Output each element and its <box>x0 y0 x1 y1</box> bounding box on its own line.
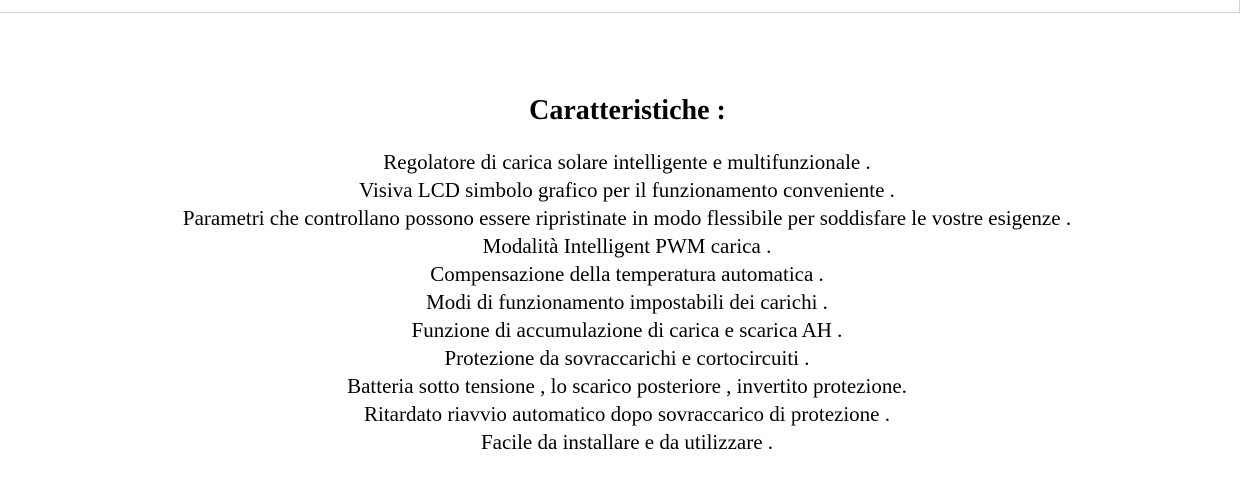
feature-item: Modi di funzionamento impostabili dei carichi . <box>426 290 828 314</box>
feature-item: Facile da installare e da utilizzare . <box>480 430 774 454</box>
feature-item: Visiva LCD simbolo grafico per il funzionamento conveniente . <box>359 178 895 202</box>
feature-item: Modalità Intelligent PWM carica . <box>482 234 772 258</box>
feature-item: Parametri che controllano possono essere ripristinate in modo flessibile per soddisfare le vostre esigenze . <box>182 206 1072 230</box>
feature-item: Compensazione della temperatura automatica . <box>430 262 824 286</box>
features-heading: Caratteristiche : <box>529 95 726 126</box>
feature-item: Regolatore di carica solare intelligente e multifunzionale . <box>383 150 871 174</box>
top-frame-border <box>0 0 1240 13</box>
features-section <box>0 91 1254 456</box>
feature-item: Protezione da sovraccarichi e cortocircuiti . <box>444 346 810 370</box>
feature-item: Batteria sotto tensione , lo scarico posteriore , invertito protezione. <box>347 374 907 398</box>
features-list <box>0 148 1254 456</box>
feature-item: Ritardato riavvio automatico dopo sovraccarico di protezione . <box>364 402 890 426</box>
feature-item: Funzione di accumulazione di carica e scarica AH . <box>411 318 843 342</box>
